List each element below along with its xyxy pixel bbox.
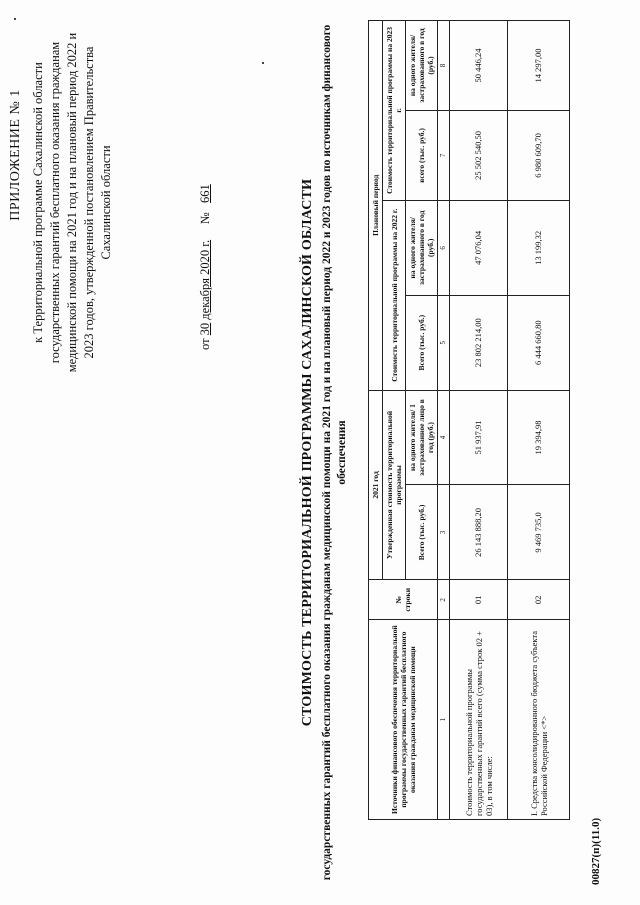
- cell-2022-total: 6 444 660,80: [508, 295, 570, 390]
- col-index: 7: [438, 111, 450, 201]
- scan-mark: [14, 18, 16, 20]
- cell-2021-total: 9 469 735,0: [508, 485, 570, 580]
- header-per-capita-2022: на одного жителя/ застрахованного в год (руб.): [406, 200, 438, 295]
- header-2021: 2021 год: [369, 390, 383, 580]
- date-day: 30: [198, 322, 212, 336]
- header-source: Источники финансового обеспечения территориальной программы государственных гарантий бесплатного оказания гражданам медицинской помощи: [369, 620, 438, 820]
- header-cost-2022: Стоимость территориальной программы на 2022 г.: [383, 200, 406, 390]
- cell-2021-total: 26 143 888,20: [450, 485, 508, 580]
- scan-mark: [262, 62, 264, 64]
- cell-2022-per-capita: 13 199,32: [508, 200, 570, 295]
- header-total-2021: Всего (тыс. руб.): [406, 485, 438, 580]
- number-sign: №: [198, 212, 212, 225]
- annex-body: к Территориальной программе Сахалинской области государственных гарантий бесплатного оказания гражданам медицинской помощи на 2021 год и на плановый период 2022 и 2023 годов, утвержденной постановлением Правительства Сахалинской области: [31, 32, 113, 373]
- cell-2023-per-capita: 14 297,00: [508, 21, 570, 111]
- header-per-capita-2021: на одного жителя/ 1 застрахованное лицо в год (руб.): [406, 390, 438, 485]
- row-label: Стоимость территориальной программы государственных гарантий всего (сумма строк 02 + 03), в том числе:: [450, 620, 508, 820]
- col-index: 8: [438, 21, 450, 111]
- header-row-1: [369, 21, 383, 820]
- cell-2021-per-capita: 51 937,91: [450, 390, 508, 485]
- cell-2022-per-capita: 47 076,04: [450, 200, 508, 295]
- header-planned: Плановый период: [369, 21, 383, 391]
- col-index: 4: [438, 390, 450, 485]
- cell-2023-total: 6 980 609,70: [508, 111, 570, 201]
- header-row-no: № строки: [369, 580, 438, 620]
- row-number: 01: [450, 580, 508, 620]
- table-row: [450, 21, 508, 820]
- row-number: 02: [508, 580, 570, 620]
- annex-title: ПРИЛОЖЕНИЕ № 1: [8, 89, 23, 221]
- header-approved: Утвержденная стоимость территориальной программы: [383, 390, 406, 580]
- header-total-2022: Всего (тыс. руб.): [406, 295, 438, 390]
- col-index: 6: [438, 200, 450, 295]
- header-cost-2023: Стоимость территориальной программы на 2023 г.: [383, 21, 406, 201]
- financing-table: [368, 20, 570, 820]
- cell-2023-per-capita: 50 446,24: [450, 21, 508, 111]
- cell-2021-per-capita: 19 394,98: [508, 390, 570, 485]
- document-code: 00827(п)(11.0): [590, 817, 602, 885]
- column-index-row: [438, 21, 450, 820]
- cell-2023-total: 25 502 540,50: [450, 111, 508, 201]
- date-prefix: от: [198, 338, 212, 350]
- annex-date: [198, 20, 213, 350]
- row-label: I. Средства консолидированного бюджета субъекта Российской Федерации <*>: [508, 620, 570, 820]
- main-title: СТОИМОСТЬ ТЕРРИТОРИАЛЬНОЙ ПРОГРАММЫ САХАЛИНСКОЙ ОБЛАСТИ: [300, 178, 315, 727]
- table-row: [508, 21, 570, 820]
- header-total-2023: всего (тыс. руб.): [406, 111, 438, 201]
- col-index: 1: [438, 620, 450, 820]
- cell-2022-total: 23 802 214,00: [450, 295, 508, 390]
- col-index: 2: [438, 580, 450, 620]
- header-per-capita-2023: на одного жителя/ застрахованного в год (руб.): [406, 21, 438, 111]
- sub-title: государственных гарантий бесплатного оказания гражданам медицинской помощи на 2021 год и на плановый период 2022 и 2023 годов по источникам финансового обеспечения: [321, 24, 348, 881]
- col-index: 3: [438, 485, 450, 580]
- date-month-year: декабря 2020 г.: [198, 239, 212, 320]
- resolution-number: 661: [198, 184, 212, 203]
- col-index: 5: [438, 295, 450, 390]
